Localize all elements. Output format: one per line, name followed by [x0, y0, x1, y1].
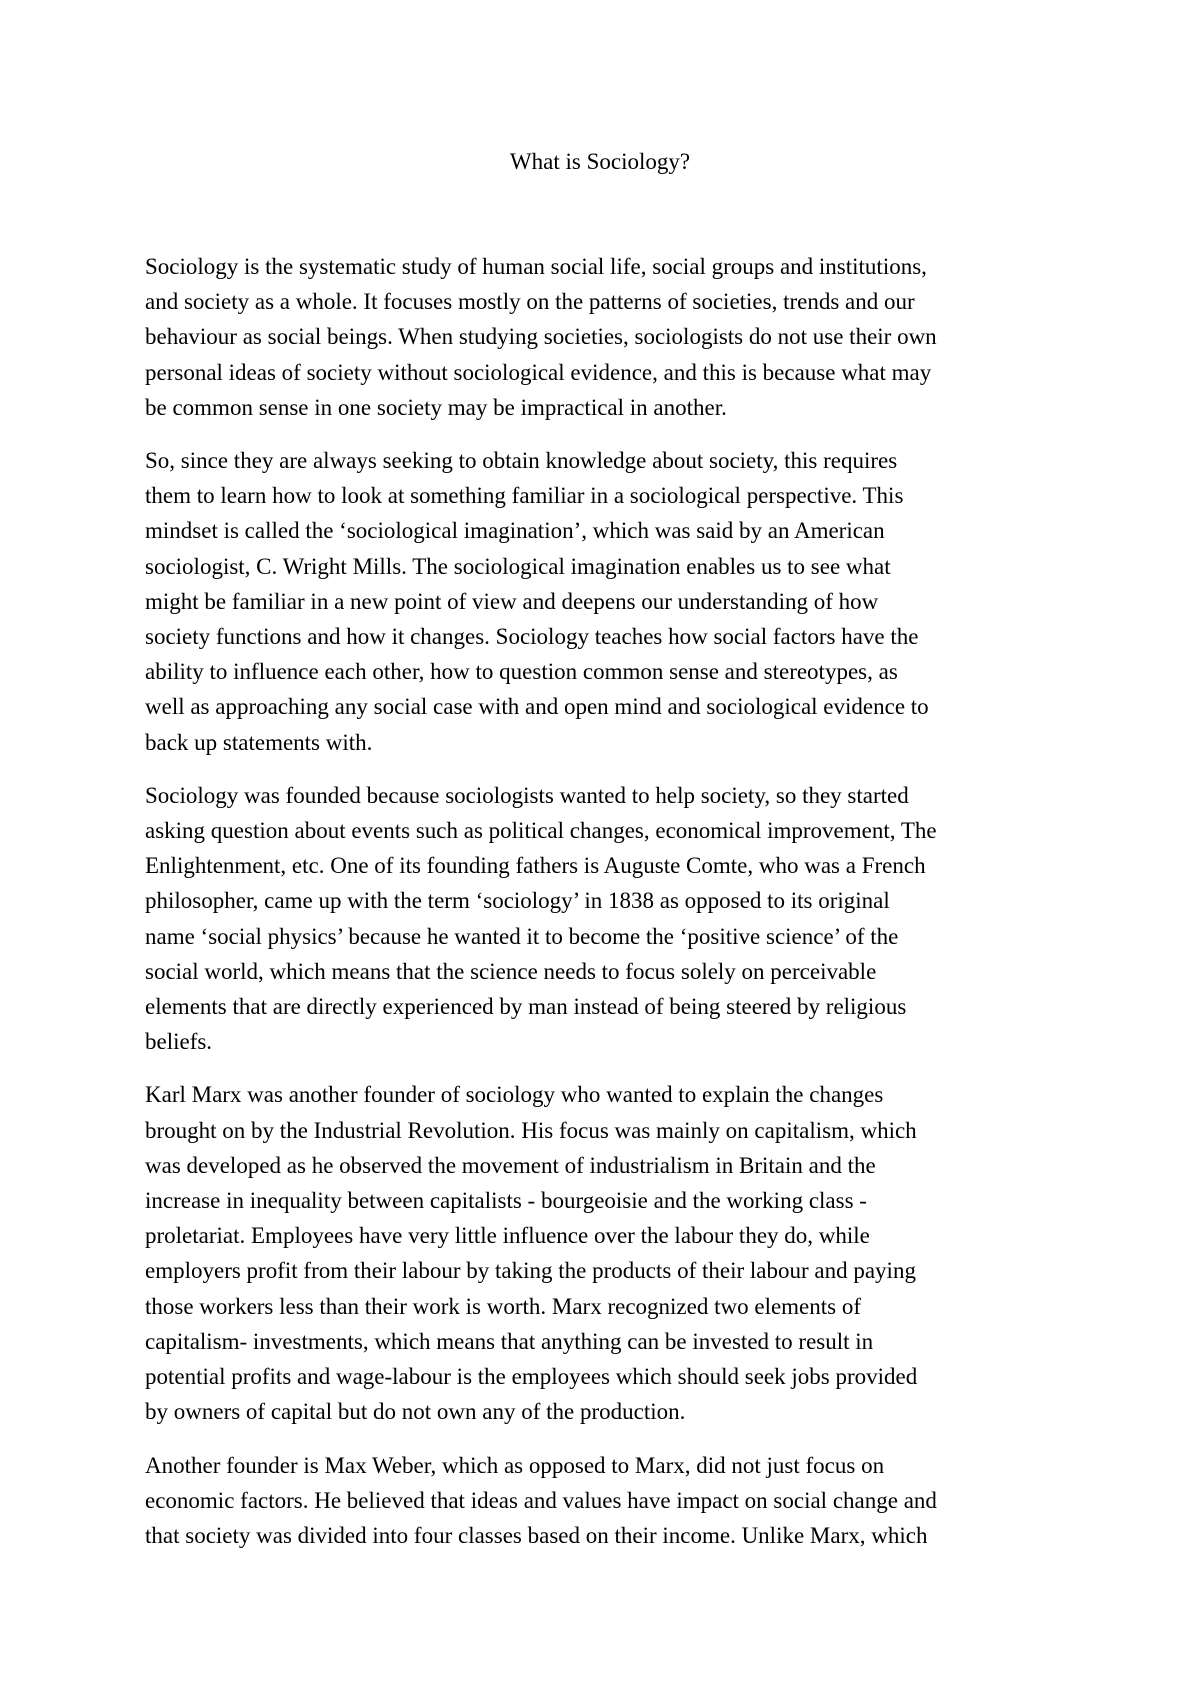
paragraph-line: Sociology is the systematic study of human social life, social groups and institutions,	[145, 254, 927, 279]
paragraph-line: economic factors. He believed that ideas and values have impact on social change and	[145, 1487, 937, 1513]
paragraph-5	[145, 1448, 1055, 1554]
paragraph-line: asking question about events such as political changes, economical improvement, The	[145, 818, 937, 844]
paragraph-line: increase in inequality between capitalists - bourgeoisie and the working class -	[145, 1188, 867, 1214]
paragraph-line: elements that are directly experienced by man instead of being steered by religious	[145, 994, 907, 1020]
paragraph-line: those workers less than their work is worth. Marx recognized two elements of	[145, 1293, 862, 1319]
paragraph-line: social world, which means that the science needs to focus solely on perceivable	[145, 958, 877, 984]
paragraph-line: philosopher, came up with the term ‘sociology’ in 1838 as opposed to its original	[145, 888, 890, 914]
document-body	[145, 249, 1055, 1571]
paragraph-4	[145, 1077, 1055, 1429]
paragraph-line: proletariat. Employees have very little influence over the labour they do, while	[145, 1223, 870, 1249]
paragraph-line: behaviour as social beings. When studying societies, sociologists do not use their own	[145, 324, 937, 350]
paragraph-3	[145, 778, 1055, 1060]
paragraph-line: employers profit from their labour by taking the products of their labour and paying	[145, 1258, 916, 1284]
paragraph-line: brought on by the Industrial Revolution. His focus was mainly on capitalism, which	[145, 1117, 917, 1143]
paragraph-line: personal ideas of society without sociological evidence, and this is because what may	[145, 359, 932, 385]
document-title: What is Sociology?	[509, 149, 691, 174]
paragraph-line: might be familiar in a new point of view and deepens our understanding of how	[145, 588, 879, 614]
paragraph-line: beliefs.	[145, 1029, 213, 1055]
paragraph-line: sociologist, C. Wright Mills. The sociological imagination enables us to see what	[145, 553, 891, 579]
paragraph-line: mindset is called the ‘sociological imagination’, which was said by an American	[145, 518, 885, 544]
paragraph-line: Enlightenment, etc. One of its founding fathers is Auguste Comte, who was a French	[145, 853, 926, 879]
paragraph-line: potential profits and wage-labour is the employees which should seek jobs provided	[145, 1364, 918, 1390]
paragraph-1	[145, 249, 1055, 425]
paragraph-line: So, since they are always seeking to obtain knowledge about society, this requires	[145, 448, 898, 474]
paragraph-line: well as approaching any social case with and open mind and sociological evidence to	[145, 694, 929, 720]
paragraph-line: that society was divided into four classes based on their income. Unlike Marx, which	[145, 1522, 928, 1548]
paragraph-line: ability to influence each other, how to question common sense and stereotypes, as	[145, 659, 898, 685]
paragraph-line: capitalism- investments, which means that anything can be invested to result in	[145, 1328, 874, 1354]
paragraph-line: back up statements with.	[145, 729, 373, 755]
paragraph-line: be common sense in one society may be impractical in another.	[145, 394, 727, 420]
paragraph-line: Another founder is Max Weber, which as opposed to Marx, did not just focus on	[145, 1452, 885, 1478]
paragraph-line: Karl Marx was another founder of sociology who wanted to explain the changes	[145, 1082, 884, 1108]
paragraph-line: and society as a whole. It focuses mostly on the patterns of societies, trends and our	[145, 289, 915, 315]
paragraph-line: name ‘social physics’ because he wanted it to become the ‘positive science’ of the	[145, 923, 899, 949]
paragraph-2	[145, 443, 1055, 760]
paragraph-line: them to learn how to look at something familiar in a sociological perspective. This	[145, 483, 904, 509]
paragraph-line: by owners of capital but do not own any of the production.	[145, 1399, 686, 1425]
paragraph-line: Sociology was founded because sociologists wanted to help society, so they started	[145, 782, 909, 808]
paragraph-line: society functions and how it changes. Sociology teaches how social factors have the	[145, 624, 919, 650]
paragraph-line: was developed as he observed the movement of industrialism in Britain and the	[145, 1152, 876, 1178]
